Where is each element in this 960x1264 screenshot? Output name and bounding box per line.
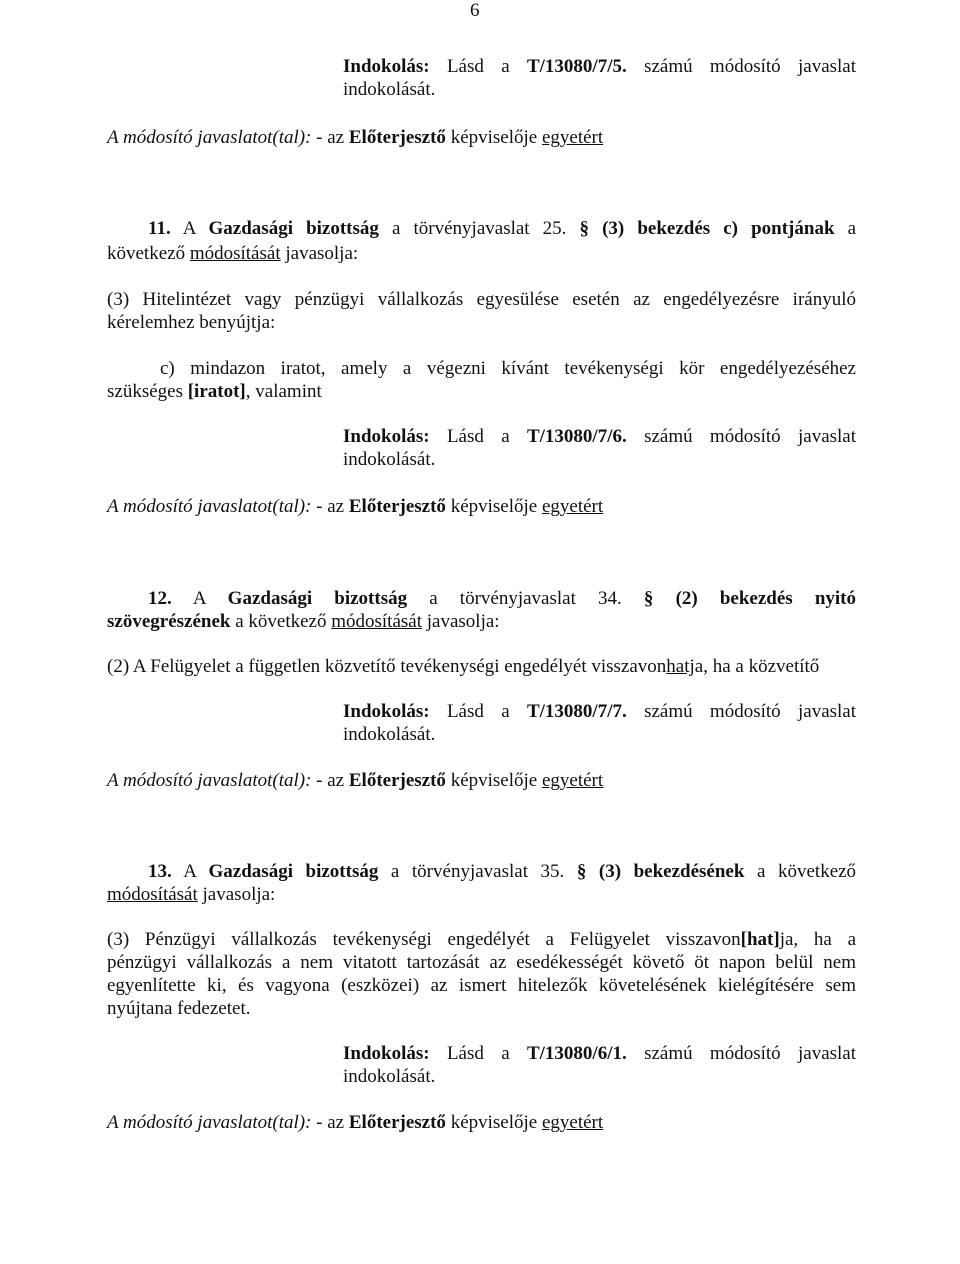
support-line	[107, 127, 603, 149]
text: javasolja:	[202, 884, 276, 905]
support-prefix: - az	[316, 1112, 345, 1133]
bill-reference: a törvényjavaslat 25.	[392, 218, 567, 239]
see-text: Lásd a	[446, 1043, 510, 1064]
text: következő	[107, 243, 186, 264]
text: módosítását	[331, 611, 423, 632]
justification-line	[343, 701, 856, 723]
justification-continuation: indokolását.	[343, 1066, 436, 1087]
text: szükséges	[107, 381, 183, 402]
justification-continuation: indokolását.	[343, 724, 436, 745]
justification-line	[343, 56, 856, 78]
item-13-heading-cont	[107, 884, 275, 906]
text: a következő	[757, 861, 857, 882]
representative-text: képviselője	[450, 127, 538, 148]
justification-continuation: indokolását.	[343, 449, 436, 470]
text: a, ha a közvetítő	[694, 656, 820, 677]
committee-name: Gazdasági bizottság	[208, 218, 379, 239]
amendment-label: A módosító javaslatot(tal):	[107, 770, 312, 791]
item-number: 13.	[148, 861, 172, 882]
support-prefix: - az	[316, 496, 345, 517]
justification-label: Indokolás:	[343, 1043, 430, 1064]
item-11-heading	[148, 218, 856, 240]
text: javasolja:	[285, 243, 359, 264]
item-11-para2-line2	[107, 381, 322, 403]
support-line	[107, 1112, 603, 1134]
support-line	[107, 496, 603, 518]
bill-reference: a törvényjavaslat 35.	[390, 861, 565, 882]
agrees-text: egyetért	[541, 770, 604, 791]
item-12-para	[107, 656, 819, 678]
item-13-para-line4: nyújtana fedezetet.	[107, 998, 251, 1019]
inserted-text: hatj	[666, 656, 695, 677]
item-13-para-line1	[107, 929, 856, 951]
document-reference: T/13080/7/7.	[526, 701, 627, 722]
agrees-text: egyetért	[541, 1112, 604, 1133]
amendment-text: számú módosító javaslat	[644, 701, 857, 722]
item-11-para2-line1: c) mindazon iratot, amely a végezni kívánt tevékenységi kör engedélyezéséhez	[160, 358, 856, 379]
support-prefix: - az	[316, 127, 345, 148]
text: javasolja:	[426, 611, 500, 632]
see-text: Lásd a	[446, 56, 510, 77]
representative-text: képviselője	[450, 496, 538, 517]
item-13-para-line2: pénzügyi vállalkozás a nem vitatott tartozását az esedékességét követő öt napon belül nem	[107, 952, 856, 973]
deleted-text: [iratot]	[187, 381, 246, 402]
justification-line	[343, 426, 856, 448]
item-11-para1-line1: (3) Hitelintézet vagy pénzügyi vállalkozás egyesülése esetén az engedélyezésre irányuló	[107, 289, 856, 310]
agrees-text: egyetért	[541, 127, 604, 148]
bill-reference: a törvényjavaslat 34.	[429, 588, 622, 609]
justification-continuation: indokolását.	[343, 79, 436, 100]
amendment-text: számú módosító javaslat	[644, 426, 857, 447]
text: (2) A Felügyelet a független közvetítő tevékenységi engedélyét visszavon	[107, 656, 667, 677]
proposer: Előterjesztő	[348, 770, 446, 791]
text: módosítását	[189, 243, 281, 264]
amendment-text: számú módosító javaslat	[644, 56, 857, 77]
amendment-label: A módosító javaslatot(tal):	[107, 127, 312, 148]
article: A	[182, 218, 196, 239]
agrees-text: egyetért	[541, 496, 604, 517]
document-reference: T/13080/6/1.	[526, 1043, 627, 1064]
item-12-heading-cont	[107, 611, 500, 633]
text: , valamint	[245, 381, 322, 402]
deleted-text: [hat]	[740, 929, 780, 950]
proposer: Előterjesztő	[348, 1112, 446, 1133]
see-text: Lásd a	[446, 701, 510, 722]
see-text: Lásd a	[446, 426, 510, 447]
justification-label: Indokolás:	[343, 701, 430, 722]
proposer: Előterjesztő	[348, 496, 446, 517]
representative-text: képviselője	[450, 770, 538, 791]
committee-name: Gazdasági bizottság	[227, 588, 408, 609]
committee-name: Gazdasági bizottság	[208, 861, 379, 882]
document-reference: T/13080/7/5.	[526, 56, 627, 77]
section-reference: § (3) bekezdésének	[576, 861, 745, 882]
article: a	[847, 218, 857, 239]
amendment-label: A módosító javaslatot(tal):	[107, 496, 312, 517]
amendment-label: A módosító javaslatot(tal):	[107, 1112, 312, 1133]
text: a következő	[235, 611, 327, 632]
justification-line	[343, 1043, 856, 1065]
item-11-heading-cont	[107, 243, 358, 265]
text: szövegrészének	[107, 611, 231, 632]
section-reference: § (3) bekezdés c) pontjának	[579, 218, 835, 239]
page-number: 6	[470, 0, 480, 21]
support-line	[107, 770, 603, 792]
article: A	[192, 588, 206, 609]
justification-label: Indokolás:	[343, 426, 430, 447]
item-12-heading	[148, 588, 856, 610]
proposer: Előterjesztő	[348, 127, 446, 148]
section-reference: § (2) bekezdés nyitó	[643, 588, 856, 609]
item-number: 11.	[148, 218, 171, 239]
item-11-para1-line2: kérelemhez benyújtja:	[107, 312, 276, 333]
item-number: 12.	[148, 588, 172, 609]
text: módosítását	[107, 884, 198, 905]
text: ja, ha a	[779, 929, 857, 950]
item-13-heading	[148, 861, 856, 883]
support-prefix: - az	[316, 770, 345, 791]
article: A	[183, 861, 196, 882]
representative-text: képviselője	[450, 1112, 538, 1133]
text: (3) Pénzügyi vállalkozás tevékenységi engedélyét a Felügyelet visszavon	[107, 929, 741, 950]
item-13-para-line3: egyenlítette ki, és vagyona (eszközei) az ismert hitelezők követelésének kielégítésére sem	[107, 975, 856, 996]
amendment-text: számú módosító javaslat	[644, 1043, 857, 1064]
justification-label: Indokolás:	[343, 56, 430, 77]
document-reference: T/13080/7/6.	[526, 426, 627, 447]
